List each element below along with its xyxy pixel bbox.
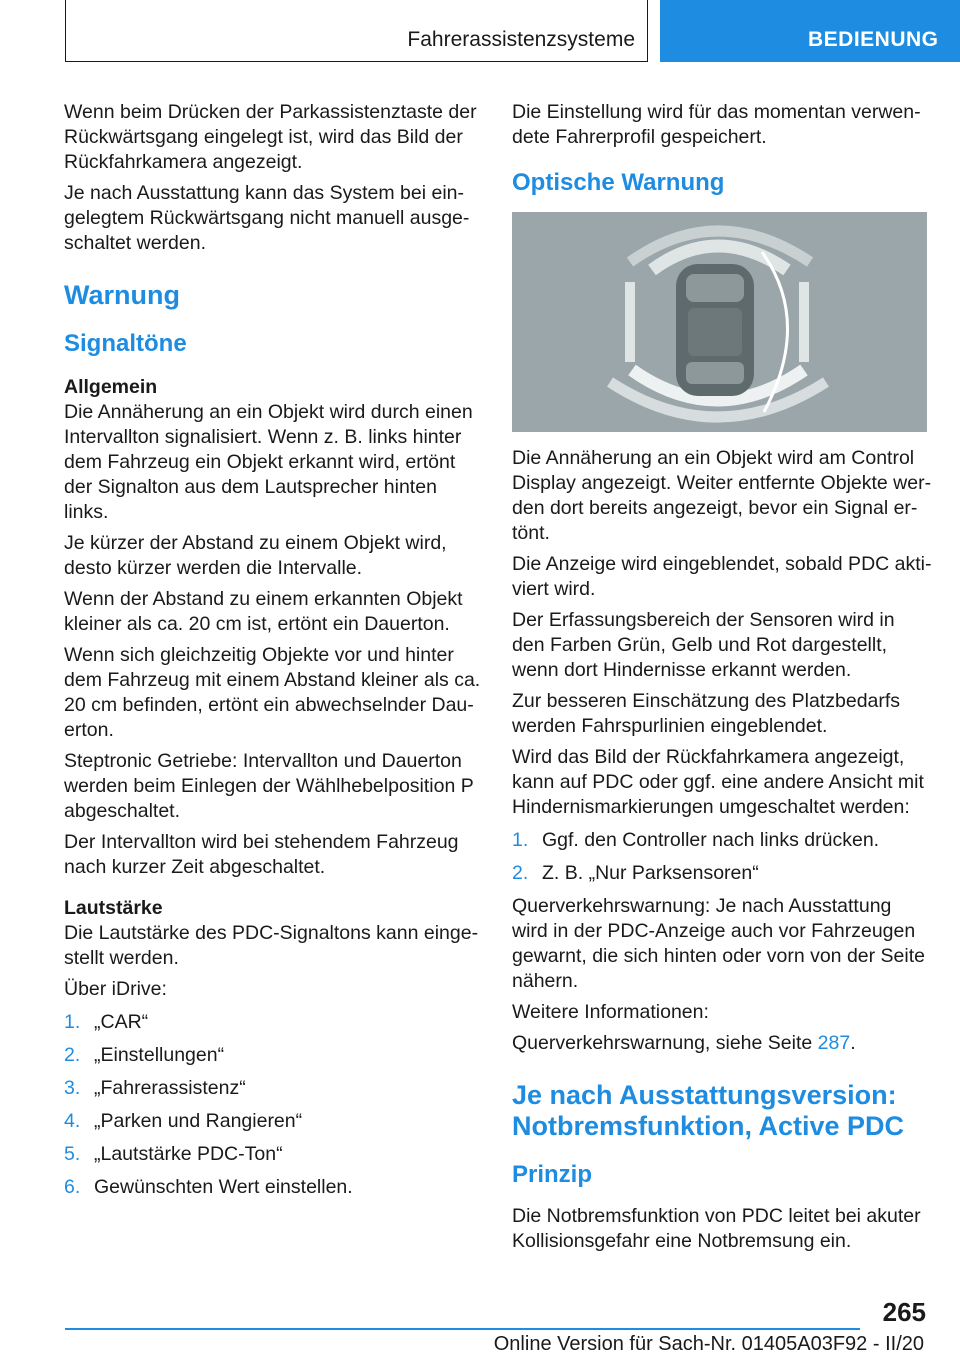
paragraph: Die Anzeige wird eingeblendet, sobald PDC aktiviert wird. <box>512 553 932 600</box>
list-text: „Einstellungen“ <box>94 1044 225 1066</box>
paragraph: Die Annäherung an ein Objekt wird am Control Display angezeigt. Weiter entfernte Objekte werden dort bereits angezeigt, bevor ein Signal ertönt. <box>512 447 932 544</box>
paragraph: Querverkehrswarnung: Je nach Ausstattung wird in der PDC-Anzeige auch vor Fahrzeugen gewarnt, die sich hinten oder vorn von der Seite nähern. <box>512 895 925 992</box>
paragraph: Wenn der Abstand zu einem erkannten Objekt kleiner als ca. 20 cm ist, ertönt ein Dauerton. <box>64 588 463 635</box>
paragraph: Der Erfassungsbereich der Sensoren wird in den Farben Grün, Gelb und Rot dargestellt, wenn dort Hindernisse erkannt werden. <box>512 609 895 681</box>
pdc-display-illustration <box>512 212 927 432</box>
paragraph: Zur besseren Einschätzung des Platzbedarfs werden Fahrspurlinien eingeblendet. <box>512 690 901 737</box>
header-section-tab <box>660 0 960 62</box>
paragraph: Wird das Bild der Rückfahrkamera angezeigt, kann auf PDC oder ggf. eine andere Ansicht mit Hindernismarkierungen umgeschaltet werden: <box>512 746 924 818</box>
list-number: 4. <box>64 1110 81 1132</box>
chapter-title: Fahrerassistenzsysteme <box>407 28 635 51</box>
list-item <box>512 861 932 886</box>
list-text: „Lautstärke PDC-Ton“ <box>94 1143 283 1165</box>
paragraph: Weitere Informationen: <box>512 1001 709 1023</box>
paragraph: Steptronic Getriebe: Intervallton und Dauerton werden beim Einlegen der Wählhebelposition P abgeschaltet. <box>64 750 474 822</box>
paragraph: Wenn beim Drücken der Parkassistenztaste der Rückwärtsgang eingelegt ist, wird das Bild der Rückfahrkamera angezeigt. <box>64 101 477 173</box>
paragraph: Wenn sich gleichzeitig Objekte vor und hinter dem Fahrzeug mit einem Abstand kleiner als ca. 20 cm befinden, ertönt ein abwechselnder Dauerton. <box>64 644 481 741</box>
heading-lautstaerke: Lautstärke <box>64 897 163 919</box>
paragraph: Die Annäherung an ein Objekt wird durch einen Intervallton signalisiert. Wenn z. B. links hinter dem Fahrzeug ein Objekt erkannt wird, ertönt der Signalton aus dem Lautsprecher hinten links. <box>64 401 473 523</box>
list-item <box>64 1142 484 1167</box>
paragraph: Die Lautstärke des PDC-Signaltons kann eingestellt werden. <box>64 922 479 969</box>
heading-notbremsfunktion: Je nach Ausstattungsversion: Notbremsfunktion, Active PDC <box>512 1080 905 1141</box>
list-number: 1. <box>512 829 529 851</box>
paragraph: Je nach Ausstattung kann das System bei eingelegtem Rückwärtsgang nicht manuell ausgeschaltet werden. <box>64 182 470 254</box>
idrive-steps-list <box>64 1010 484 1200</box>
reference-text: Querverkehrswarnung, siehe Seite <box>512 1032 818 1054</box>
list-item <box>64 1010 484 1035</box>
list-text: „CAR“ <box>94 1011 149 1033</box>
footer-divider <box>65 1328 860 1330</box>
list-number: 6. <box>64 1176 81 1198</box>
list-number: 2. <box>512 862 529 884</box>
list-text: „Fahrerassistenz“ <box>94 1077 246 1099</box>
paragraph: Über iDrive: <box>64 978 167 1000</box>
paragraph: Die Notbremsfunktion von PDC leitet bei akuter Kollisionsgefahr eine Notbremsung ein. <box>512 1205 921 1252</box>
list-text: Gewünschten Wert einstellen. <box>94 1176 353 1198</box>
reference-end: . <box>850 1032 856 1054</box>
switch-view-steps-list <box>512 828 932 886</box>
paragraph: Die Einstellung wird für das momentan verwendete Fahrerprofil gespeichert. <box>512 101 921 148</box>
left-column <box>64 100 484 1208</box>
list-text: Z. B. „Nur Parksensoren“ <box>542 862 759 884</box>
list-number: 2. <box>64 1044 81 1066</box>
list-item <box>64 1076 484 1101</box>
heading-optische-warnung: Optische Warnung <box>512 169 725 196</box>
paragraph: Je kürzer der Abstand zu einem Objekt wird, desto kürzer werden die Intervalle. <box>64 532 447 579</box>
page-reference-link[interactable]: 287 <box>817 1032 851 1054</box>
list-number: 3. <box>64 1077 81 1099</box>
list-number: 1. <box>64 1011 81 1033</box>
list-item <box>64 1175 484 1200</box>
list-item <box>64 1043 484 1068</box>
list-text: Ggf. den Controller nach links drücken. <box>542 829 880 851</box>
footer-version-text: Online Version für Sach-Nr. 01405A03F92 - II/20 <box>493 1333 924 1355</box>
list-number: 5. <box>64 1143 81 1165</box>
section-title: BEDIENUNG <box>808 28 939 51</box>
heading-signaltoene: Signaltöne <box>64 330 187 357</box>
paragraph-with-link <box>512 1031 932 1056</box>
page-number: 265 <box>882 1297 926 1327</box>
list-item <box>512 828 932 853</box>
heading-prinzip: Prinzip <box>512 1161 593 1188</box>
heading-allgemein: Allgemein <box>64 376 158 398</box>
heading-warnung: Warnung <box>64 280 180 310</box>
paragraph: Der Intervallton wird bei stehendem Fahrzeug nach kurzer Zeit abgeschaltet. <box>64 831 459 878</box>
list-text: „Parken und Rangieren“ <box>94 1110 303 1132</box>
list-item <box>64 1109 484 1134</box>
right-column <box>512 100 932 1260</box>
header-chapter-box <box>65 0 648 62</box>
